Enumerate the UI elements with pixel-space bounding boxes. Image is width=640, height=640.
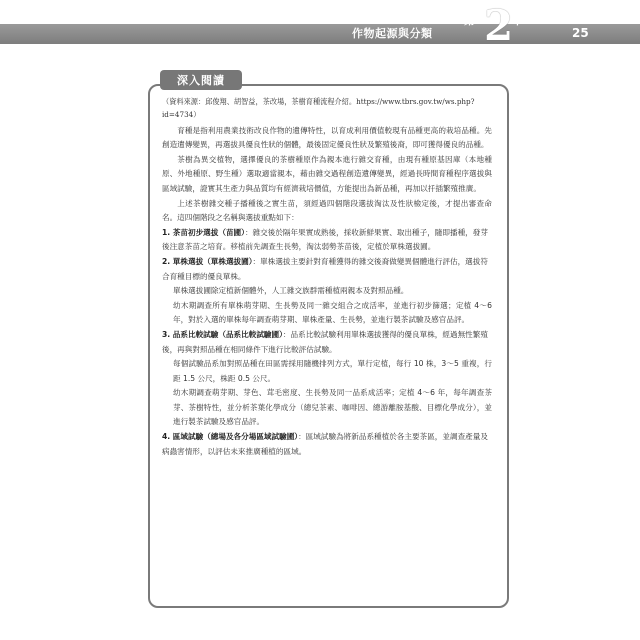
page-number: 25 <box>572 26 589 40</box>
paragraph: 茶樹為異交植物，選擇優良的茶樹種原作為親本進行雜交育種，由現有種原基因庫（本地種原、外地種原、野生種）選取適當親本，藉由雜交過程創造遺傳變異，經過長時間育種程序選拔與區域試驗，證實其生產力與品質均有經濟栽培價值，方能提出為新品種，再加以扦插繁殖推廣。 <box>162 154 492 193</box>
chapter-title: 作物起源與分類 <box>352 27 433 40</box>
paragraph: 育種是指利用農業技術改良作物的遺傳特性，以育成利用價值較現有品種更高的栽培品種。先創造遺傳變異，再選拔具優良性狀的個體，最後固定優良性狀及繁殖後裔，即可獲得優良的品種。 <box>162 125 492 150</box>
chapter-prefix: 第 <box>464 14 475 27</box>
item-text: ：區域試驗為將新品系種植於各主要茶區，並調查產量及病蟲害情形，以評估未來推廣種植的區域。 <box>162 432 488 456</box>
item-heading: 1. 茶苗初步選拔（苗圃） <box>162 227 245 237</box>
item-subparagraph: 每個試驗品系加對照品種在田區需採用隨機排列方式，單行定植，每行 10 株，3～5 重複，行距 1.5 公尺，株距 0.5 公尺。 <box>173 359 492 383</box>
paragraph: 上述茶樹雜交種子播種後之實生苗，須經過四個階段選拔淘汰及性狀檢定後，才提出審查命名。這四個階段之名稱與選拔重點如下： <box>162 198 492 223</box>
item-heading: 2. 單株選拔（單株選拔圃） <box>162 256 253 266</box>
list-item <box>162 226 492 255</box>
item-text: ：單株選拔主要針對育種獲得的雜交後裔做變異個體進行評估，選拔符合育種目標的優良單株。 <box>162 256 488 281</box>
source-citation: （資料來源：邱俊翔、胡智益，茶改場，茶樹育種流程介紹。https://www.tbrs.gov.tw/ws.php?id=4734） <box>162 97 475 119</box>
item-subparagraph: 單株選拔圃除定植新個體外，人工雜交族群需種植兩親本及對照品種。 <box>173 286 409 296</box>
chapter-suffix: 章 <box>512 14 523 27</box>
list-item <box>162 255 492 284</box>
list-item <box>162 328 492 357</box>
item-heading: 3. 品系比較試驗（品系比較試驗圃） <box>162 329 283 339</box>
item-text: ：品系比較試驗利用單株選拔獲得的優良單株，經過無性繁殖後，再與對照品種在相同條件下進行比較評估試驗。 <box>162 329 488 354</box>
item-subparagraph: 幼木期調查萌芽期、芽色、茸毛密度、生長勢及同一品系成活率；定植 4～6 年，每年調查茶芽、茶樹特性，並分析茶葉化學成分（總兒茶素、咖啡因、總游離胺基酸、目標化學成分），並進行製茶試驗及感官品評。 <box>173 388 492 427</box>
box-content <box>162 96 492 459</box>
list-item <box>162 430 492 459</box>
item-subparagraph: 幼木期調查所有單株萌芽期、生長勢及同一雜交組合之成活率，並進行初步篩選；定植 4～6 年，對於入選的單株每年調查萌芽期、單株產量、生長勢，並進行製茶試驗及感官品評。 <box>173 300 492 325</box>
header-bar <box>0 24 640 44</box>
item-text: ：雜交後於隔年果實成熟後，採收新鮮果實、取出種子，隨即播種，發芽後注意茶苗之培育。移植前先調查生長勢，淘汰弱勢茶苗後，定植於單株選拔圃。 <box>162 227 488 252</box>
item-heading: 4. 區域試驗（總場及各分場區域試驗圃） <box>162 432 299 442</box>
chapter-number: 2 <box>484 1 514 50</box>
further-reading-tab: 深入閱讀 <box>160 70 242 90</box>
